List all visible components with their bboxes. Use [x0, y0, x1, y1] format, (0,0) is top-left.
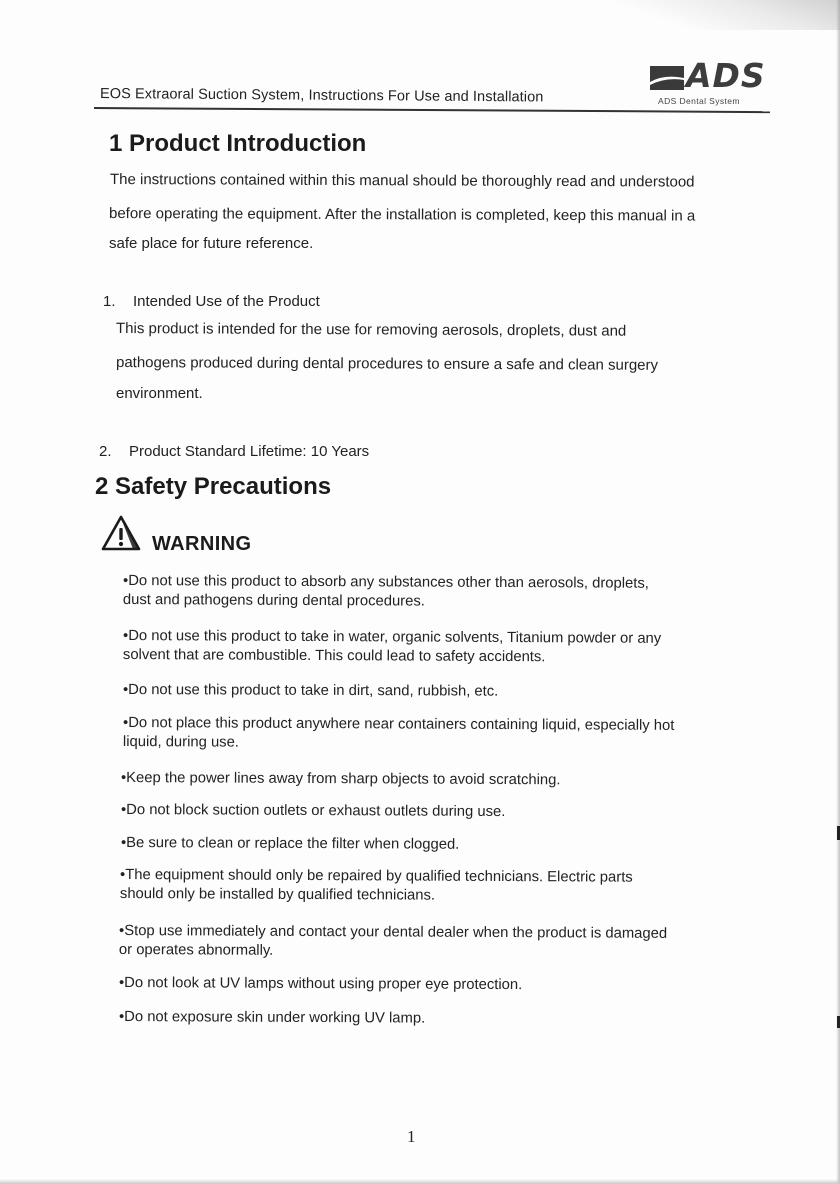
precaution-line: •Do not place this product anywhere near containers containing liquid, especially hot: [123, 715, 675, 734]
page-number: 1: [407, 1127, 416, 1146]
precaution-item: [121, 801, 505, 822]
item-line: This product is intended for the use for removing aerosols, droplets, dust and: [115, 320, 627, 340]
precaution-item: [123, 714, 675, 755]
precaution-line: •Do not look at UV lamps without using proper eye protection.: [118, 975, 523, 994]
warning-triangle-icon: [100, 514, 142, 552]
precaution-line: or operates abnormally.: [118, 942, 274, 959]
logo-subtitle: ADS Dental System: [658, 96, 740, 106]
intro-line: safe place for future reference.: [109, 235, 314, 252]
precaution-line: •Be sure to clean or replace the filter when clogged.: [120, 835, 460, 853]
header-title: EOS Extraoral Suction System, Instructions For Use and Installation: [99, 86, 544, 106]
precaution-item: [121, 834, 459, 855]
precaution-line: •Keep the power lines away from sharp objects to avoid scratching.: [120, 770, 561, 789]
precaution-line: •Do not use this product to take in dirt, sand, rubbish, etc.: [122, 682, 499, 700]
warning-label: WARNING: [152, 533, 252, 555]
precaution-line: liquid, during use.: [122, 734, 239, 751]
section-heading: 1 Product Introduction: [109, 130, 367, 157]
precaution-line: should only be installed by qualified technicians.: [119, 886, 436, 904]
precaution-item: [119, 922, 667, 963]
intro-line: before operating the equipment. After the installation is completed, keep this manual in a: [108, 205, 696, 225]
precaution-item: [123, 681, 498, 702]
list-item-title: Intended Use of the Product: [133, 293, 320, 310]
intro-line: The instructions contained within this manual should be thoroughly read and understood: [109, 171, 695, 191]
precaution-item: [120, 866, 633, 907]
precaution-item: [119, 1008, 425, 1029]
precaution-item: [123, 627, 661, 668]
precaution-item: [121, 769, 561, 790]
item-line: pathogens produced during dental procedures to ensure a safe and clean surgery: [115, 354, 659, 374]
lifetime-text: Product Standard Lifetime: 10 Years: [129, 443, 370, 460]
list-number: 1.: [103, 293, 116, 310]
precaution-line: •Do not block suction outlets or exhaust outlets during use.: [120, 802, 506, 821]
section-heading: 2 Safety Precautions: [95, 473, 332, 500]
precaution-line: dust and pathogens during dental procedures.: [122, 592, 425, 610]
precaution-line: •Do not use this product to take in water, organic solvents, Titanium powder or any: [123, 628, 662, 647]
logo-text: ADS: [686, 56, 766, 95]
item-line: environment.: [116, 385, 203, 402]
precaution-item: [123, 572, 649, 613]
precaution-line: •Stop use immediately and contact your dental dealer when the product is damaged: [119, 923, 668, 942]
precaution-line: •Do not use this product to absorb any substances other than aerosols, droplets,: [123, 573, 649, 592]
precaution-item: [119, 974, 522, 995]
list-number: 2.: [99, 443, 112, 460]
precaution-line: solvent that are combustible. This could lead to safety accidents.: [122, 647, 546, 666]
precaution-line: •The equipment should only be repaired by qualified technicians. Electric parts: [120, 867, 633, 886]
precaution-line: •Do not exposure skin under working UV lamp.: [118, 1009, 426, 1027]
